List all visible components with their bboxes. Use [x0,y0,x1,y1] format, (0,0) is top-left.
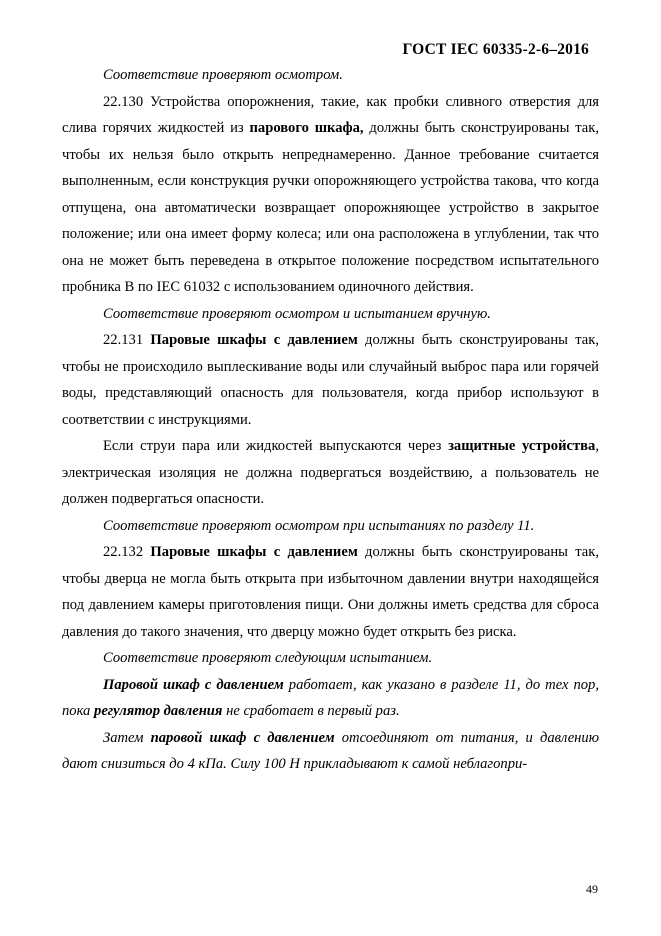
text-run: Соответствие проверяют осмотром. [103,67,343,83]
page-number: 49 [586,882,598,896]
text-run: Соответствие проверяют осмотром и испытанием вручную. [103,305,491,322]
clause-paragraph [62,327,599,433]
clause-paragraph [62,89,599,301]
text-run: должны быть сконструированы так, чтобы их нельзя было открыть непреднамеренно. Данное требование считается выполненным, если конструкция ручки опорожняющего устройства такова, что когда отпущена, она автоматически возвращает опорожняющее устройство в закрытое положение; или она имеет форму колеса; или она расположена в углублении, так что она не может быть переведена в открытое положение посредством испытательного пробника В по IEC 61032 с использованием одиночного действия. [62,120,600,295]
text-run: отсоединяют от питания, и давлению дают снизиться до 4 кПа. Силу 100 Н прикладывают к самой неблагопри- [62,729,599,772]
document-header: ГОСТ IEC 60335-2-6–2016 [402,41,589,58]
document-body [62,62,599,778]
text-run: Соответствие проверяют следующим испытанием. [103,650,433,666]
text-run: не сработает в первый раз. [222,703,400,719]
defined-term: регулятор давления [94,703,223,719]
text-run: , электрическая изоляция не должна подвергаться воздействию, а пользователь не должен подвергаться опасности. [62,438,599,507]
defined-term: Паровой шкаф с давлением [103,676,284,693]
compliance-note [62,672,599,725]
text-run: Если струи пара или жидкостей выпускаются через [103,438,449,454]
text-run: Соответствие проверяют осмотром при испытаниях по разделу 11. [103,517,535,534]
text-run: должны быть сконструированы так, чтобы не происходило выплескивание воды или случайный выброс пара или горячей воды, представляющий опасность для пользователя, когда прибор используют в соответствии с инструкциями. [62,332,599,428]
compliance-note [62,513,599,540]
text-run: работает, как указано в разделе 11, до тех пор, пока [62,676,600,719]
defined-term: защитные устройства [448,438,596,454]
defined-term: парового шкафа, [249,120,364,136]
text-run: 22.131 [103,332,151,348]
defined-term: Паровые шкафы с давлением [150,332,358,348]
compliance-note [62,62,599,89]
clause-paragraph [62,433,599,513]
compliance-note [62,645,599,672]
defined-term: паровой шкаф с давлением [150,729,335,746]
text-run: 22.132 [103,544,151,560]
defined-term: Паровые шкафы с давлением [150,544,358,560]
clause-paragraph [62,539,599,645]
compliance-note [62,725,599,778]
compliance-note [62,301,599,328]
text-run: 22.130 Устройства опорожнения, такие, как пробки сливного отверстия для слива горячих жидкостей из [62,93,599,136]
text-run: должны быть сконструированы так, чтобы дверца не могла быть открыта при избыточном давлении внутри находящейся под давлением камеры приготовления пищи. Они должны иметь средства для сброса давления до такого значения, что дверцу можно будет открыть без риска. [62,544,599,640]
text-run: Затем [103,729,151,746]
